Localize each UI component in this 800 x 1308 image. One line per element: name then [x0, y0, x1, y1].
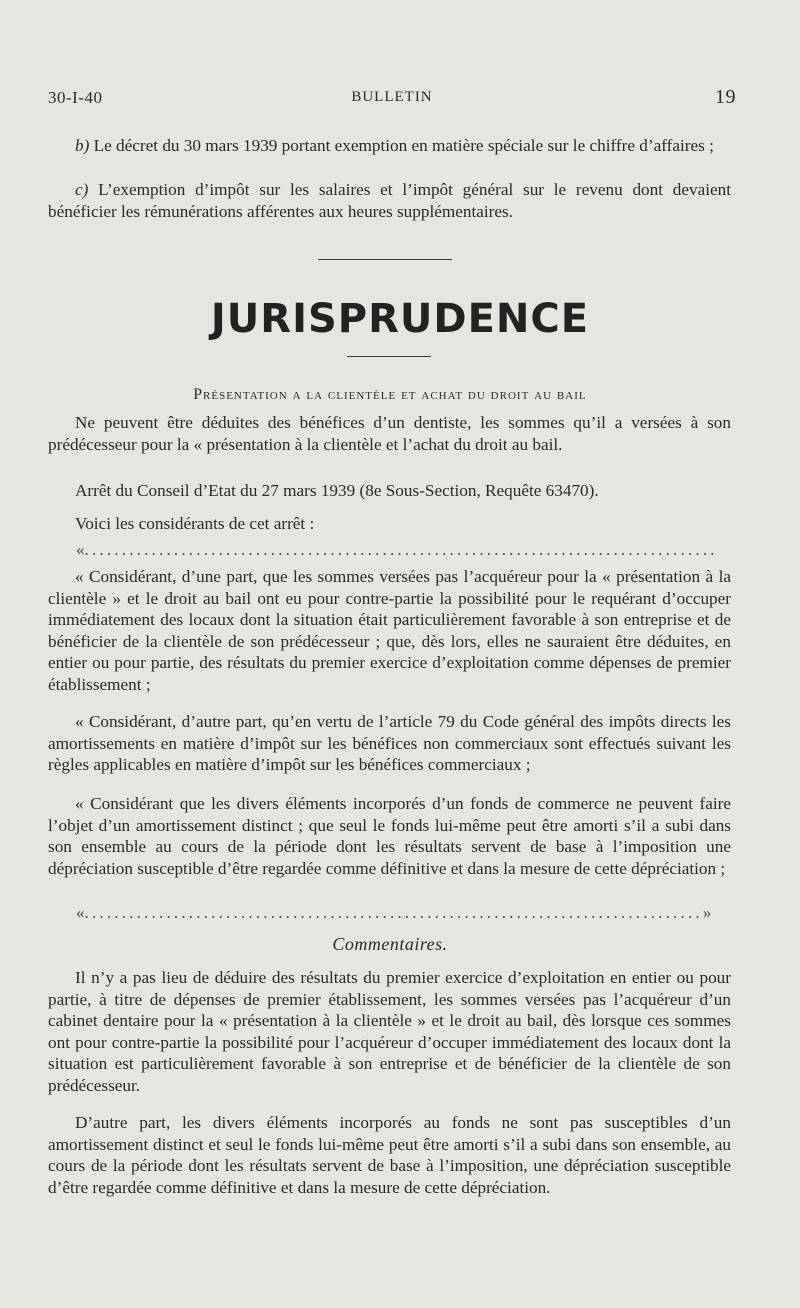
case-subheading: Présentation a la clientèle et achat du droit au bail: [193, 386, 587, 403]
section-divider-top: [318, 259, 452, 260]
considerant-1: « Considérant, d’une part, que les sommes versées pas l’acquéreur pour la « présentation à la clientèle » et le droit au bail ont eu pour contre-partie la possibilité pour le requérant d’occuper immédiatement des locaux dont la situation était particulièrement favorable à son entreprise et de bénéficier de la clientèle de son prédécesseur ; que, dès lors, elles ne sauraient être déduites, en entier ou pour partie, des résultats du premier exercice d’exploitation comme dépenses de premier établissement ;: [48, 567, 731, 694]
header-date: 30-I-40: [48, 88, 103, 107]
item-c-text: L’exemption d’impôt sur les salaires et l’impôt général sur le revenu dont devaient bénéficier les rémunérations afférentes aux heures supplémentaires.: [48, 180, 731, 221]
ellipsis-line-bottom: [76, 903, 736, 923]
ellipsis-line-top: [76, 540, 736, 560]
dot-leader: ...................................................................................: [84, 903, 703, 922]
item-b-label: b): [75, 136, 90, 155]
considerant-3: « Considérant que les divers éléments incorporés d’un fonds de commerce ne peuvent faire l’objet d’un amortissement distinct ; que seul le fonds lui-même peut être amorti s’il a subi dans son ensemble au cours de la période dont les résultats servent de base à l’imposition une dépréciation susceptible d’être regardée comme définitive et dans la mesure de cette dépréciation ;: [48, 794, 731, 878]
commentaire-1: Il n’y a pas lieu de déduire des résultats du premier exercice d’exploitation en entier ou pour partie, à titre de dépenses de premier établissement, les sommes versées pas l’acquéreur d’un cabinet dentaire pour la « présentation à la clientèle » et le droit au bail, dès lorsque ces sommes ont pour contre-partie la possibilité pour l’acquéreur d’occuper immédiatement des locaux dont la situation est particulièrement favorable à son entreprise et de bénéficier de la clientèle de son prédécesseur.: [48, 968, 731, 1095]
commentaire-2: D’autre part, les divers éléments incorporés au fonds ne sont pas susceptibles d’un amortissement distinct et seul le fonds lui-même peut être amorti s’il a subi dans son ensemble, au cours de la période dont les résultats servent de base à l’imposition, une dépréciation susceptible d’être regardée comme définitive et dans la mesure de cette dépréciation.: [48, 1113, 731, 1197]
commentaires-title: Commentaires.: [332, 934, 448, 954]
section-divider-bottom: [347, 356, 431, 357]
case-summary: Ne peuvent être déduites des bénéfices d’un dentiste, les sommes qu’il a versées à son prédécesseur pour la « présentation à la clientèle et l’achat du droit au bail.: [48, 413, 731, 454]
page-header: [48, 88, 736, 112]
ellipsis-open-quote: «: [76, 540, 85, 559]
intro-item-c: [48, 179, 731, 222]
considerant-2: « Considérant, d’autre part, qu’en vertu de l’article 79 du Code général des impôts directs les amortissements en matière d’impôt sur les bénéfices non commerciaux sont effectués suivant les règles applicables en matière d’impôt sur les bénéfices commerciaux ;: [48, 712, 731, 775]
dot-leader: .....................................................................................: [84, 540, 718, 559]
header-title: BULLETIN: [351, 89, 433, 105]
considerants-intro: Voici les considérants de cet arrêt :: [75, 514, 315, 533]
ellipsis-close-quote: »: [702, 903, 712, 922]
item-c-label: c): [75, 180, 89, 199]
page-number: 19: [715, 86, 736, 108]
item-b-text: Le décret du 30 mars 1939 portant exemption en matière spéciale sur le chiffre d’affaires ;: [89, 136, 714, 155]
intro-item-b: [48, 135, 731, 157]
ellipsis-open-quote: «: [76, 903, 85, 922]
section-title: JURISPRUDENCE: [210, 296, 590, 342]
arret-reference: Arrêt du Conseil d’Etat du 27 mars 1939 (8e Sous-Section, Requête 63470).: [75, 481, 599, 500]
